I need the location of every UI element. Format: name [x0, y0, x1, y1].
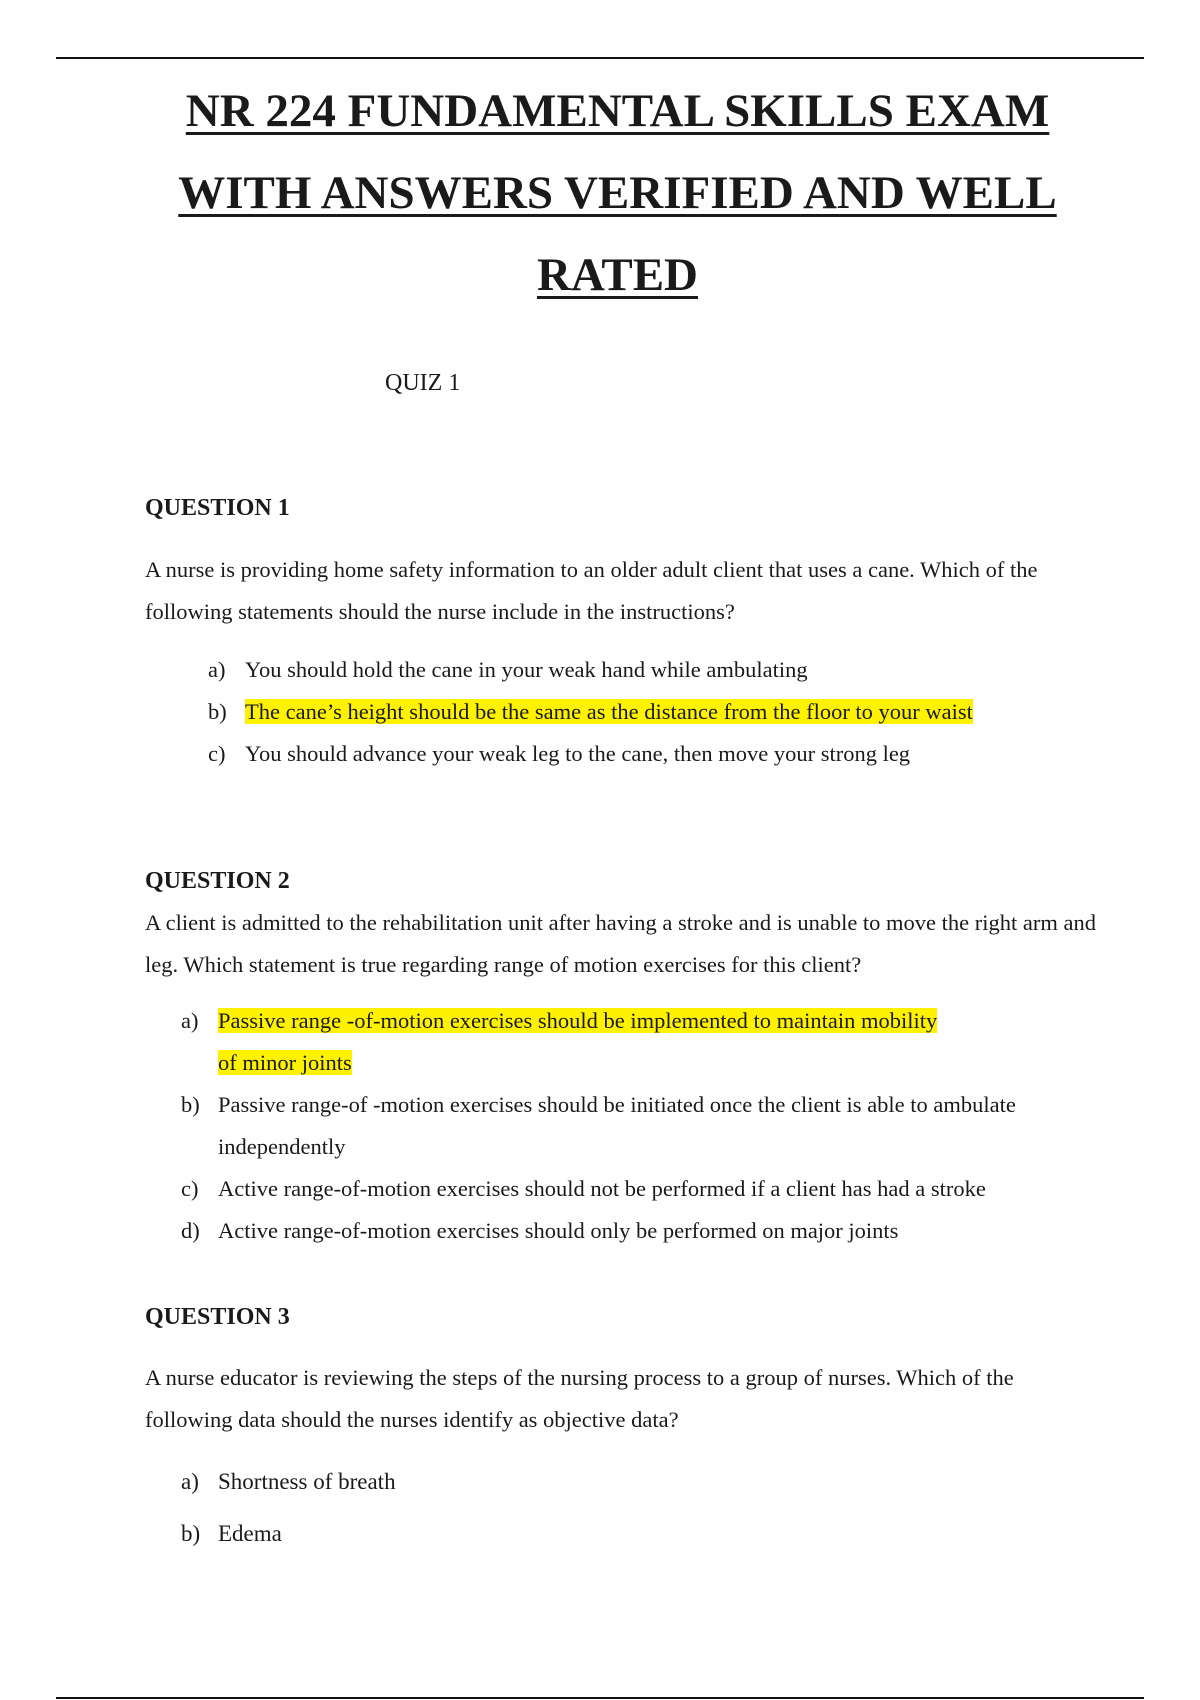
option-item	[181, 1168, 1101, 1210]
option-item	[181, 1456, 1081, 1508]
option-text: Edema	[218, 1521, 282, 1546]
question-3-options	[181, 1456, 1081, 1560]
highlighted-answer: The cane’s height should be the same as the distance from the floor to your waist	[245, 699, 973, 724]
option-item	[208, 691, 1108, 733]
option-text: You should advance your weak leg to the cane, then move your strong leg	[245, 741, 911, 766]
document-title	[0, 70, 1200, 316]
option-letter: c)	[181, 1176, 199, 1201]
option-text: You should hold the cane in your weak hand while ambulating	[245, 657, 808, 682]
question-2-options	[181, 1000, 1101, 1252]
option-text: Shortness of breath	[218, 1469, 396, 1494]
question-1-text: A nurse is providing home safety information to an older adult client that uses a cane. Which of the following statements should the nurse include in the instructions?	[145, 557, 1038, 624]
highlighted-answer: Passive range -of-motion exercises should be implemented to maintain mobility of minor joints	[218, 1008, 938, 1075]
option-letter: a)	[181, 1008, 199, 1033]
top-rule	[56, 57, 1144, 59]
option-letter: d)	[181, 1218, 200, 1243]
option-letter: b)	[181, 1092, 200, 1117]
option-letter: a)	[181, 1469, 199, 1494]
title-line-3: RATED	[536, 249, 699, 301]
option-text: Passive range-of -motion exercises should be initiated once the client is able to ambulate independently	[218, 1092, 1016, 1159]
question-2-heading: QUESTION 2	[145, 868, 290, 894]
bottom-rule	[56, 1697, 1144, 1699]
option-letter: b)	[208, 699, 227, 724]
option-item	[181, 1508, 1081, 1560]
title-line-2: WITH ANSWERS VERIFIED AND WELL	[178, 167, 1057, 219]
option-letter: a)	[208, 657, 226, 682]
question-3-heading: QUESTION 3	[145, 1304, 290, 1330]
option-letter: c)	[208, 741, 226, 766]
option-item	[181, 1210, 1101, 1252]
question-1-heading: QUESTION 1	[145, 495, 290, 521]
question-2-text: A client is admitted to the rehabilitation unit after having a stroke and is unable to move the right arm and leg. Which statement is true regarding range of motion exercises for this client?	[145, 910, 1096, 977]
option-item	[181, 1084, 1101, 1168]
option-text: Active range-of-motion exercises should only be performed on major joints	[218, 1218, 899, 1243]
option-letter: b)	[181, 1521, 201, 1546]
question-1-options	[208, 649, 1108, 775]
quiz-label: QUIZ 1	[385, 370, 461, 396]
option-item	[181, 1000, 1101, 1084]
question-3-text: A nurse educator is reviewing the steps of the nursing process to a group of nurses. Which of the following data should the nurses identify as objective data?	[145, 1365, 1014, 1432]
option-item	[208, 649, 1108, 691]
option-item	[208, 733, 1108, 775]
title-line-1: NR 224 FUNDAMENTAL SKILLS EXAM	[185, 85, 1050, 137]
option-text: Active range-of-motion exercises should not be performed if a client has had a stroke	[218, 1176, 986, 1201]
